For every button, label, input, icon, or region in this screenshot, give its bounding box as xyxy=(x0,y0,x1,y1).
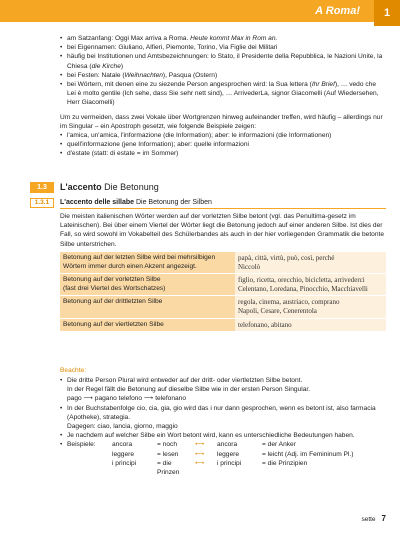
list-item: • bei Festen: Natale (Weihnachten), Pasqua (Ostern) xyxy=(60,71,386,80)
list-item: • l'amica, un'amica, l'informazione (die Information); aber: le informazioni (die Informationen) xyxy=(60,131,386,140)
list-item: • bei Wörtern, mit denen eine zu siezende Person angesprochen wird: la Sua lettera (Ihr Brief), … vedo che Lei è molto gentile (Ich sehe, dass Sie sehr nett sind), … ArrivederLa, signor Giacomelli (Auf Wiedersehen, Herr Giacomelli) xyxy=(60,80,386,108)
list-item: • Je nachdem auf welcher Silbe ein Wort betont wird, kann es unterschiedliche Bedeutungen haben. xyxy=(60,431,386,440)
note-label: Beachte: xyxy=(60,367,87,374)
example-cell: figlio, ricetta, orecchio, bicicletta, arrivederci Celentano, Loredana, Pinocchio, Macchiavelli xyxy=(235,274,386,296)
example-cell: regola, cinema, austriaco, comprano Napoli, Cesare, Cenerentola xyxy=(235,296,386,318)
table-row xyxy=(60,296,386,318)
list-item: • Die dritte Person Plural wird entweder auf der dritt- oder viertletzten Silbe betont. In der Regel fällt die Betonung auf dieselbe Silbe wie in der ersten Person Singular. pago ⟶ pagano telefono ⟶ telefonano xyxy=(60,376,386,404)
list-item: • bei Eigennamen: Giuliano, Alfieri, Piemonte, Torino, Via Figlie dei Militari xyxy=(60,43,386,52)
page-word: sette xyxy=(361,516,376,523)
section-title: L'accento Die Betonung xyxy=(60,182,159,192)
page-number: 7 xyxy=(381,514,386,523)
top-content xyxy=(60,34,386,159)
capitalization-list xyxy=(60,34,386,108)
table-row xyxy=(60,274,386,296)
subsection-number: 1.3.1 xyxy=(30,198,54,208)
list-item: • d'estate (statt: di estate = im Sommer) xyxy=(60,149,386,158)
running-head-title: A Roma! xyxy=(315,5,360,17)
rule-cell: Betonung auf der letzten Silbe wird bei mehrsilbigen Wörtern immer durch einen Akzent angezeigt. xyxy=(60,252,235,274)
intro-paragraph: Die meisten italienischen Wörter werden auf der vorletzten Silbe betont (vgl. das Penultima-gesetz im Lateinischen). Bei über einem Viertel der Wörter liegt die Betonung jedoch auf einer anderen Silbe. Ist dies der Fall, so wird sowohl im Vokabelteil des Schülerbandes als auch in der hier vorliegenden Grammatik die betonte Silbe unterstrichen. xyxy=(60,213,384,248)
chapter-tab: 1 xyxy=(374,0,400,26)
subsection-title: L'accento delle sillabe Die Betonung der Silben xyxy=(60,199,212,206)
list-item: • quell'informazione (jene Information); aber: quelle informazioni xyxy=(60,140,386,149)
list-item: • Beispiele: ancora = noch ⟷ ancora = der Anker leggere = lesen ⟷ leggere = leicht (Adj. im Femininum Pl.) i principi = die Prinzen ⟷ i principi = die Prinzipien xyxy=(60,440,386,477)
apostrophe-paragraph: Um zu vermeiden, dass zwei Vokale über Wortgrenzen hinweg aufeinander treffen, wird häufig – allerdings nur im Singular – ein Apostroph gesetzt, wie folgende Beispiele zeigen: xyxy=(60,113,383,130)
rule-cell: Betonung auf der drittletzten Silbe xyxy=(60,296,235,318)
list-item: • häufig bei Institutionen und Amtsbezeichnungen: lo Stato, il Presidente della Repubblica, le Nazioni Unite, la Chiesa (die Kirche) xyxy=(60,52,386,70)
example-cell: telefonano, abitano xyxy=(235,318,386,332)
table-row xyxy=(60,252,386,274)
section-heading xyxy=(30,182,386,193)
example-cell: papà, città, virtù, può, così, perché Niccolò xyxy=(235,252,386,274)
page-footer xyxy=(361,514,386,523)
rule-cell: Betonung auf der vorletzten Silbe (fast drei Viertel des Wortschatzes) xyxy=(60,274,235,296)
list-item: • am Satzanfang: Oggi Max arriva a Roma. Heute kommt Max in Rom an. xyxy=(60,34,386,43)
section-number: 1.3 xyxy=(30,182,54,193)
list-item: • In der Buchstabenfolge cio, cia, gia, gio wird das i nur dann gesprochen, wenn es betont ist, also farmacia (Apotheke), strategia. Dagegen: ciao, lancia, giorno, maggio xyxy=(60,404,386,432)
apostrophe-list xyxy=(60,131,386,159)
notes-block xyxy=(60,376,386,477)
divider xyxy=(60,208,386,209)
rule-cell: Betonung auf der viertletzten Silbe xyxy=(60,318,235,332)
table-row xyxy=(60,318,386,332)
subsection-heading xyxy=(30,198,386,208)
stress-table xyxy=(60,252,386,332)
